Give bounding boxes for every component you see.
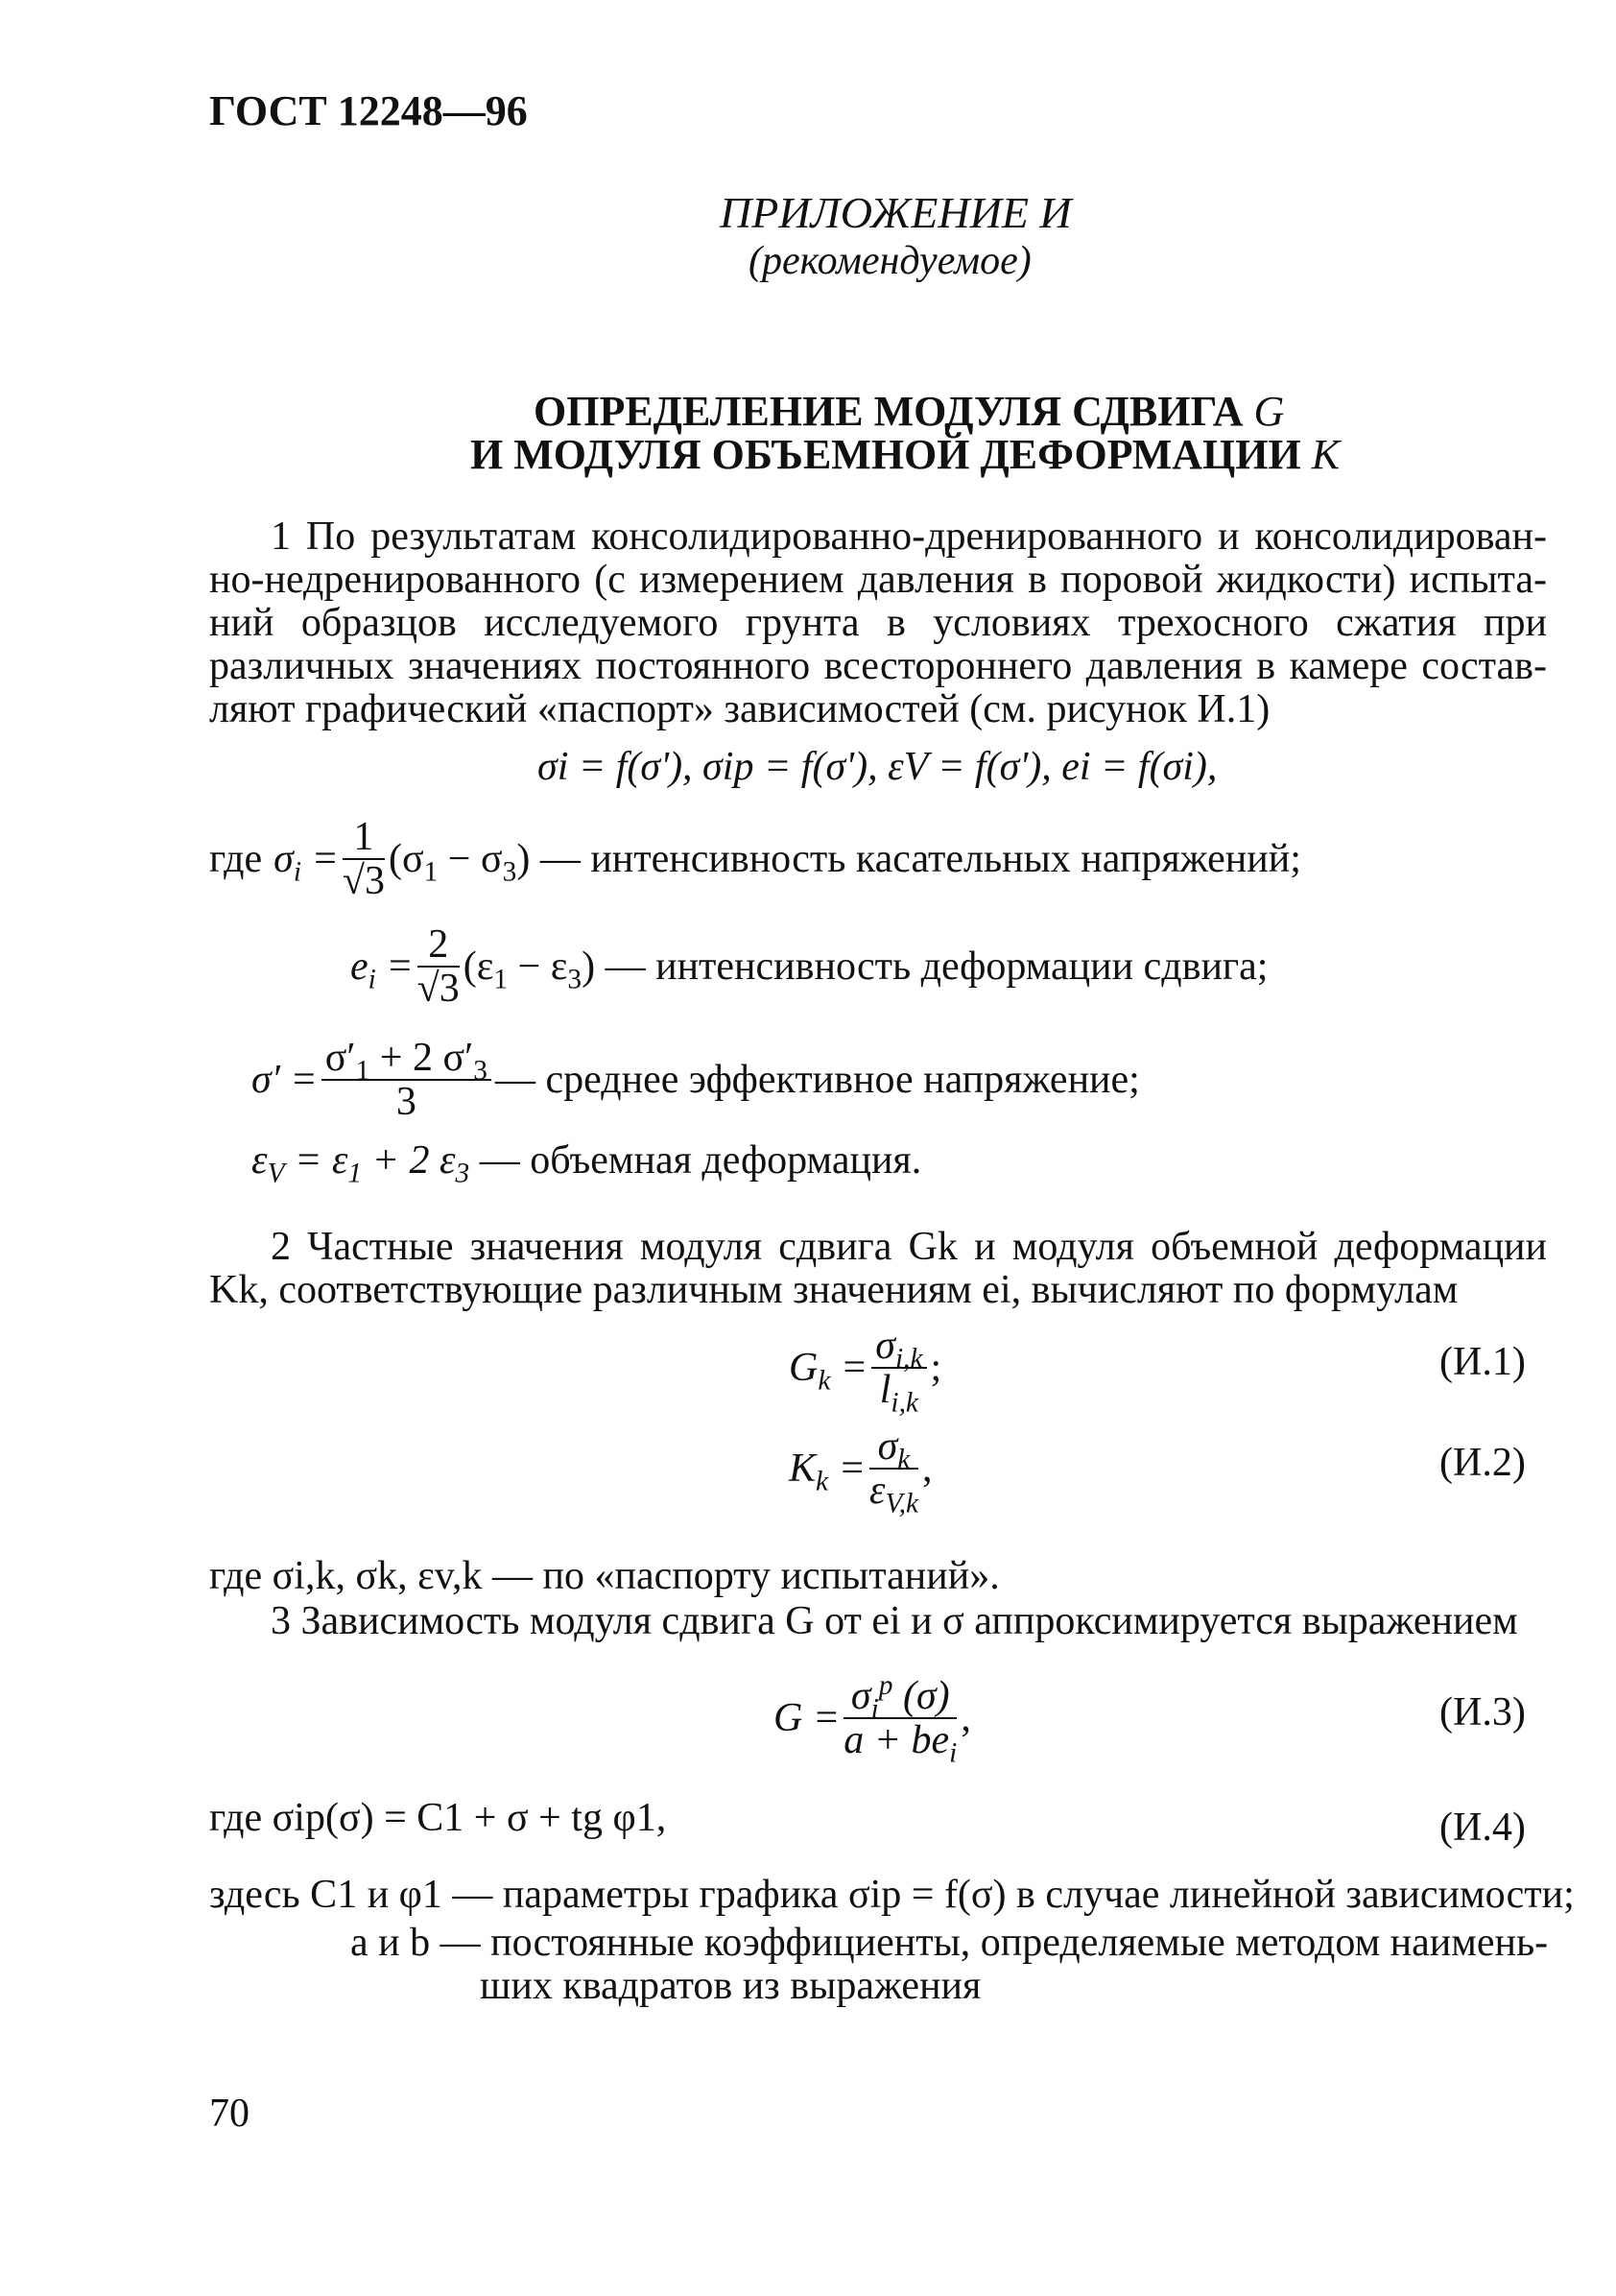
equation-label-i3: (И.3) xyxy=(1439,1690,1526,1734)
note-line2: a и b — постоянные коэффициенты, определяемые методом наимень- xyxy=(350,1921,1549,1965)
relations-formula: σi = f(σ'), σip = f(σ'), εV = f(σ'), ei = f(σi), xyxy=(537,745,1218,789)
eps-v-formula: $\varepsilon_V = \varepsilon_1 + 2$ $\varepsilon_3$ xyxy=(251,1138,470,1189)
g-fraction: $\frac{\sigma_i^p (\sigma)}{a + be_i}$ xyxy=(844,1670,958,1769)
note-line3: ших квадратов из выражения xyxy=(480,1964,982,2008)
note-line1: здесь C1 и φ1 — параметры графика σip = f(σ) в случае линейной зависимости; xyxy=(209,1873,1575,1917)
equation-label-i2: (И.2) xyxy=(1439,1441,1526,1485)
para2-line2: Kk, соответствующие различным значениям ei, вычисляют по формулам xyxy=(209,1268,1459,1312)
gk-symbol: $G_k$ = xyxy=(789,1346,868,1397)
sigma-difference: $(\sigma_1 - \sigma_3)$ xyxy=(388,837,540,888)
para2-line1: 2 Частные значения модуля сдвига Gk и модуля объемной деформации xyxy=(271,1225,1547,1269)
heading-line1-symbol: G xyxy=(1253,388,1285,435)
para1-line3: ний образцов исследуемого грунта в условиях трехосного сжатия при xyxy=(209,601,1547,645)
kk-fraction: $\frac{\sigma_k}{\varepsilon_{V,k}}$ xyxy=(868,1424,919,1519)
page-number: 70 xyxy=(209,2092,250,2136)
sigma-i-description: — интенсивность касательных напряжений; xyxy=(539,837,1301,881)
section-heading-line2 xyxy=(470,432,1340,478)
kk-symbol: $K_k$ = xyxy=(789,1447,866,1497)
sigma-mean-fraction: $\frac{\sigma'_1 + 2 \sigma'_3}{3}$ xyxy=(321,1037,491,1123)
gk-fraction: $\frac{\sigma_{i,k}}{l_{i,k}}$ xyxy=(871,1325,926,1411)
epsilon-difference: $(\varepsilon_1 - \varepsilon_3)$ xyxy=(463,945,606,995)
document-code: ГОСТ 12248—96 xyxy=(209,87,528,134)
where-label: где xyxy=(209,837,263,881)
appendix-title: ПРИЛОЖЕНИЕ И xyxy=(720,188,1072,237)
def-sigma-i xyxy=(209,816,1301,902)
heading-line2-symbol: K xyxy=(1311,431,1341,478)
para3: 3 Зависимость модуля сдвига G от ei и σ аппроксимируется выражением xyxy=(271,1599,1518,1643)
two-over-sqrt3: $\frac{2}{√3}$ xyxy=(416,922,460,1011)
para1-line2: но-недренированного (с измерением давления в поровой жидкости) испыта- xyxy=(209,558,1547,602)
equation-i1: $G_k$ = $\frac{\sigma_{i,k}}{l_{i,k}}$ ; xyxy=(789,1324,942,1419)
section-heading-line1 xyxy=(534,389,1284,435)
equation-label-i1: (И.1) xyxy=(1439,1340,1526,1384)
equation-i2: $K_k$ = $\frac{\sigma_k}{\varepsilon_{V,k}}$ , xyxy=(789,1424,933,1519)
para1-line5: ляют графический «паспорт» зависимостей (см. рисунок И.1) xyxy=(209,687,1271,731)
equation-i4: где σip(σ) = C1 + σ + tg φ1, xyxy=(209,1796,667,1840)
one-over-sqrt3: $\frac{1}{√3}$ xyxy=(342,815,385,903)
where-passport: где σi,k, σk, εv,k — по «паспорту испытаний». xyxy=(209,1554,1000,1598)
appendix-subtitle: (рекомендуемое) xyxy=(749,239,1032,283)
sigma-mean-symbol: σ′ = xyxy=(251,1058,318,1102)
sigma-i-symbol: $\sigma_i$ = xyxy=(273,837,339,888)
def-e-i xyxy=(350,923,1268,1010)
e-i-symbol: $e_i$ = xyxy=(350,945,414,995)
eps-v-description: — объемная деформация. xyxy=(479,1138,922,1183)
equation-label-i4: (И.4) xyxy=(1439,1806,1526,1850)
heading-line2-text: И МОДУЛЯ ОБЪЕМНОЙ ДЕФОРМАЦИИ xyxy=(470,431,1301,478)
def-eps-v xyxy=(251,1137,922,1189)
heading-line1-text: ОПРЕДЕЛЕНИЕ МОДУЛЯ СДВИГА xyxy=(534,388,1244,435)
g-symbol: G = xyxy=(773,1696,841,1740)
equation-i3: G = $\frac{\sigma_i^p (\sigma)}{a + be_i}$ , xyxy=(773,1670,971,1769)
para1-line4: различных значениях постоянного всестороннего давления в камере состав- xyxy=(209,644,1547,688)
def-sigma-mean xyxy=(251,1037,1140,1123)
para1-line1: 1 По результатам консолидированно-дренированного и консолидирован- xyxy=(271,514,1547,559)
sigma-mean-description: — среднее эффективное напряжение; xyxy=(495,1058,1140,1102)
e-i-description: — интенсивность деформации сдвига; xyxy=(605,945,1269,989)
